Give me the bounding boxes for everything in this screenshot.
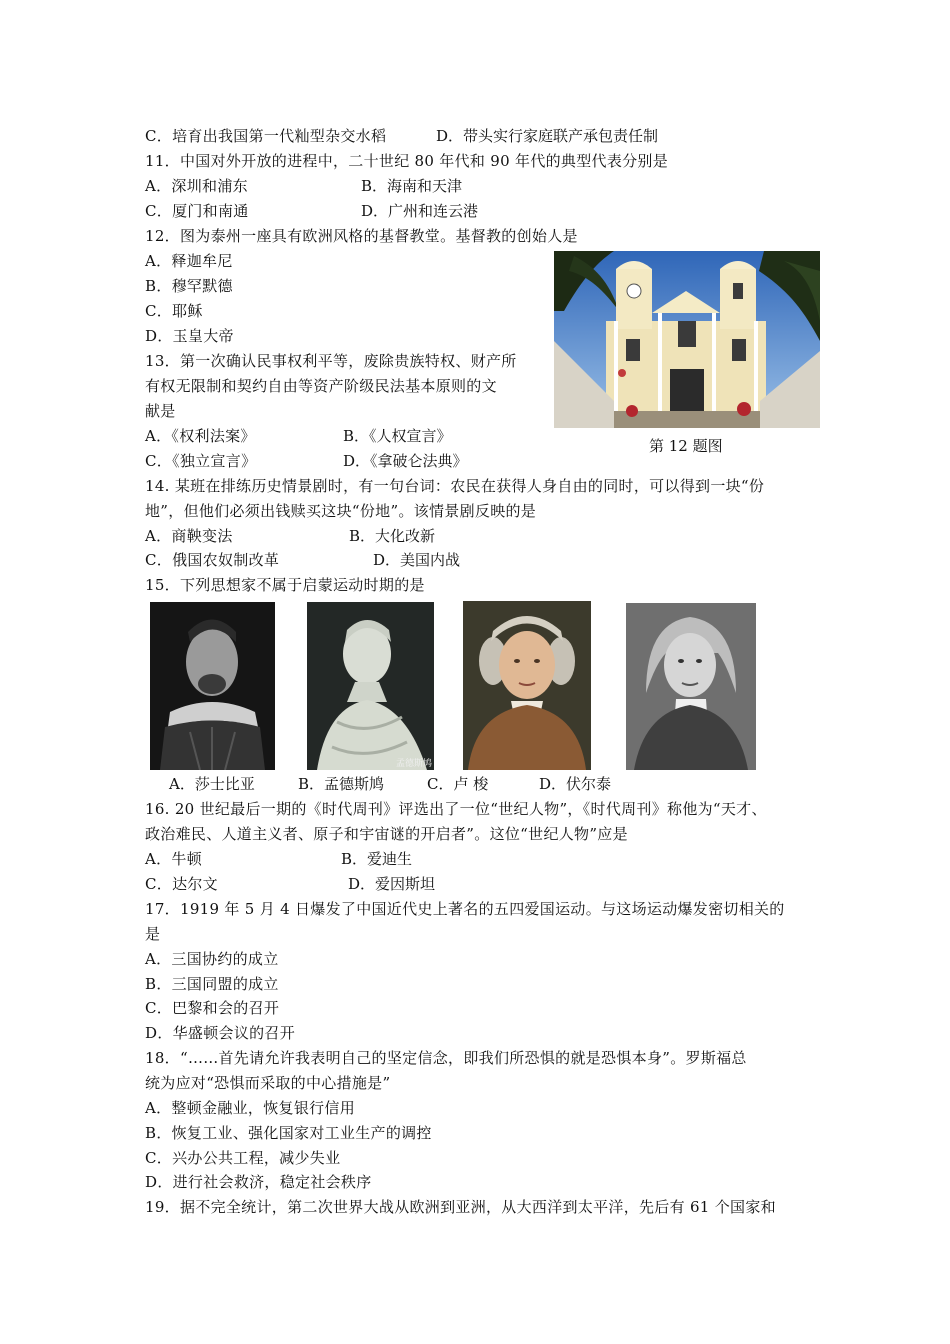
q12-option-a: A．释迦牟尼 — [145, 252, 233, 270]
montesquieu-bust — [307, 602, 434, 770]
q14-option-b: B．大化改新 — [349, 527, 436, 545]
bust-label: 孟德斯鸠 — [395, 759, 432, 769]
q17-option-a: A．三国协约的成立 — [145, 950, 279, 968]
q13-stem-line1: 13．第一次确认民事权利平等，废除贵族特权、财产所 — [145, 352, 517, 370]
q15-option-d: D．伏尔泰 — [539, 775, 612, 793]
q12-option-c: C．耶稣 — [145, 302, 203, 320]
q13-option-c: C．《独立宣言》 — [145, 452, 257, 470]
q13-stem-line2: 有权无限制和契约自由等资产阶级民法基本原则的文 — [145, 377, 497, 395]
voltaire-portrait — [626, 603, 756, 770]
q17-option-b: B．三国同盟的成立 — [145, 975, 279, 993]
q12-option-d: D．玉皇大帝 — [145, 327, 234, 345]
q18-option-c: C．兴办公共工程，减少失业 — [145, 1149, 341, 1167]
q11-stem: 11．中国对外开放的进程中，二十世纪 80 年代和 90 年代的典型代表分别是 — [145, 152, 669, 170]
q13-stem-line3: 献是 — [145, 402, 176, 420]
q14-option-d: D．美国内战 — [373, 551, 461, 569]
q11-option-b: B．海南和天津 — [361, 177, 463, 195]
q10-option-c: C．培育出我国第一代籼型杂交水稻 — [145, 127, 387, 145]
q16-option-b: B．爱迪生 — [341, 850, 413, 868]
q15-option-a: A．莎士比亚 — [169, 775, 255, 793]
q13-option-a: A．《权利法案》 — [145, 427, 256, 445]
q15-stem: 15．下列思想家不属于启蒙运动时期的是 — [145, 576, 425, 594]
q17-stem-line1: 17．1919 年 5 月 4 日爆发了中国近代史上著名的五四爱国运动。与这场运动爆发密切相关的 — [145, 900, 785, 918]
q13-option-d: D．《拿破仑法典》 — [343, 452, 468, 470]
q14-stem-line2: 地”，但他们必须出钱赎买这块“份地”。该情景剧反映的是 — [145, 502, 537, 520]
rousseau-portrait — [463, 601, 591, 770]
q12-figure-caption: 第 12 题图 — [649, 437, 723, 455]
q14-stem-line1: 14. 某班在排练历史情景剧时，有一句台词：农民在获得人身自由的同时，可以得到一块“份 — [145, 477, 765, 495]
q11-option-a: A．深圳和浦东 — [145, 177, 248, 195]
q16-option-c: C．达尔文 — [145, 875, 218, 893]
q14-option-c: C．俄国农奴制改革 — [145, 551, 280, 569]
q16-option-a: A．牛顿 — [145, 850, 203, 868]
q17-stem-line2: 是 — [145, 925, 161, 943]
q19-stem-line1: 19．据不完全统计，第二次世界大战从欧洲到亚洲，从大西洋到太平洋，先后有 61 个国家和 — [145, 1198, 776, 1216]
q11-option-d: D．广州和连云港 — [361, 202, 479, 220]
q17-option-c: C．巴黎和会的召开 — [145, 999, 280, 1017]
q16-stem-line1: 16. 20 世纪最后一期的《时代周刊》评选出了一位“世纪人物”，《时代周刊》称他为“天才、 — [145, 800, 767, 818]
q18-option-b: B．恢复工业、强化国家对工业生产的调控 — [145, 1124, 432, 1142]
q16-option-d: D．爱因斯坦 — [348, 875, 436, 893]
q18-option-d: D．进行社会救济，稳定社会秩序 — [145, 1173, 372, 1191]
q18-stem-line2: 统为应对“恐惧而采取的中心措施是” — [145, 1074, 391, 1092]
q16-stem-line2: 政治难民、人道主义者、原子和宇宙谜的开启者”。这位“世纪人物”应是 — [145, 825, 628, 843]
q10-option-d: D．带头实行家庭联产承包责任制 — [436, 127, 659, 145]
q18-option-a: A．整顿金融业，恢复银行信用 — [145, 1099, 356, 1117]
shakespeare-portrait — [150, 602, 275, 770]
q18-stem-line1: 18．“……首先请允许我表明自己的坚定信念，即我们所恐惧的就是恐惧本身”。罗斯福总 — [145, 1049, 747, 1067]
q17-option-d: D．华盛顿会议的召开 — [145, 1024, 296, 1042]
q13-option-b: B．《人权宣言》 — [343, 427, 452, 445]
church-photo — [554, 251, 820, 428]
q12-stem: 12．图为泰州一座具有欧洲风格的基督教堂。基督教的创始人是 — [145, 227, 578, 245]
q12-option-b: B．穆罕默德 — [145, 277, 233, 295]
q15-option-b: B．孟德斯鸠 — [298, 775, 385, 793]
q11-option-c: C．厦门和南通 — [145, 202, 249, 220]
q14-option-a: A．商鞅变法 — [145, 527, 233, 545]
q15-option-c: C．卢 梭 — [427, 775, 489, 793]
